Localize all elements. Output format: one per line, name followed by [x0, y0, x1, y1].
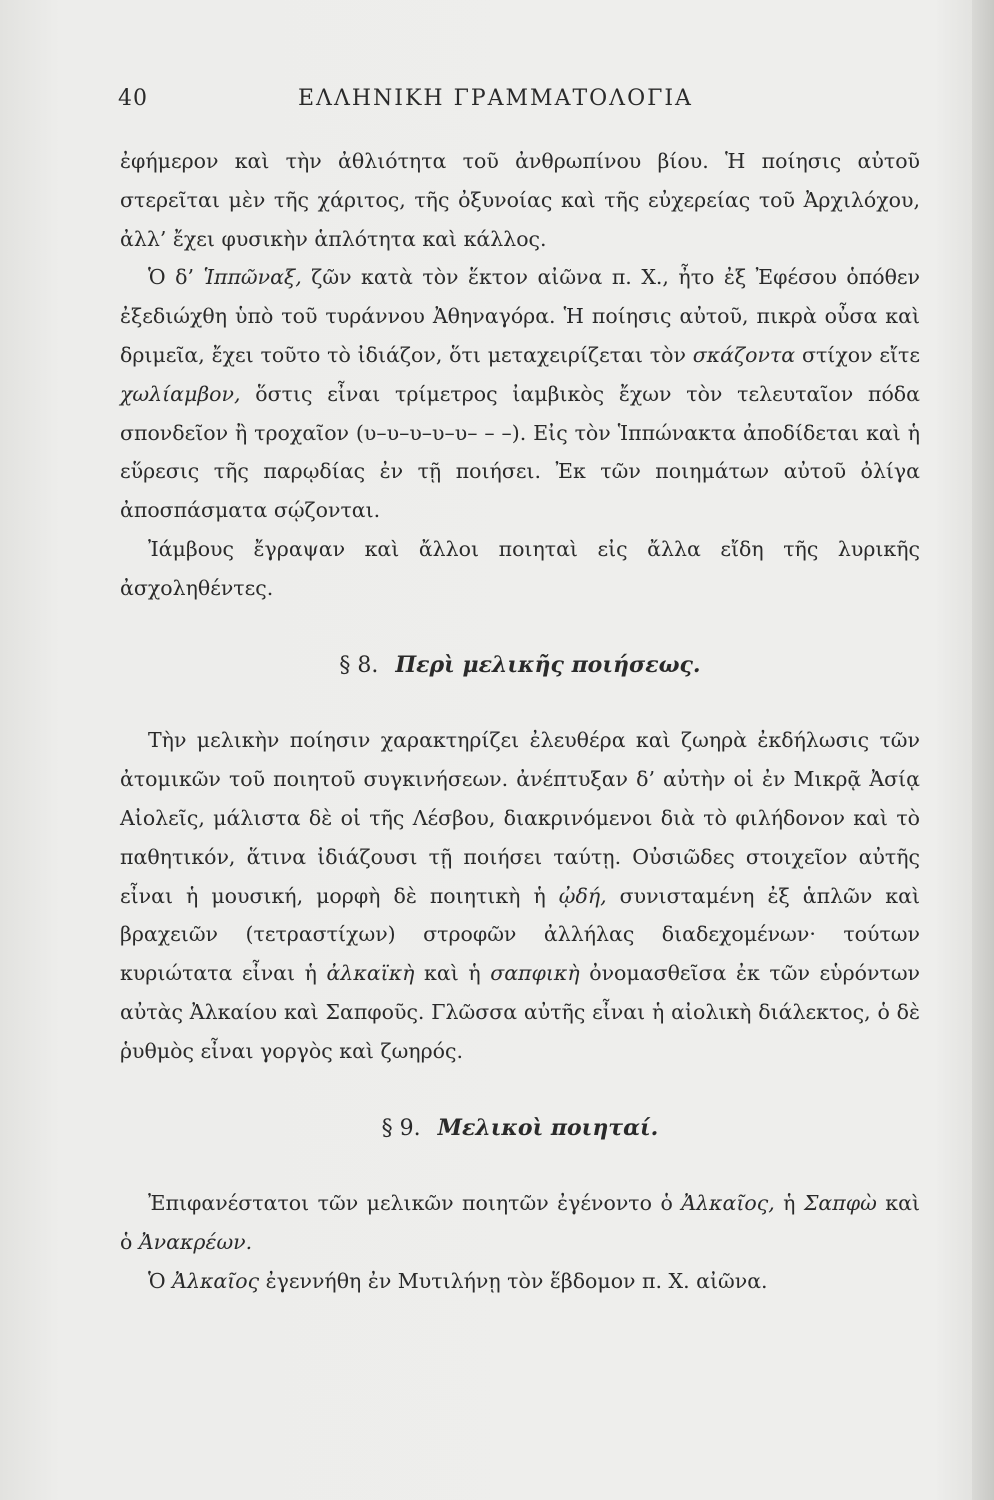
section-title: Μελικοὶ ποιηταί.	[437, 1114, 659, 1141]
italic-name: Ἱππῶναξ,	[203, 265, 302, 290]
section-heading	[120, 1109, 920, 1149]
paragraph: Ἰάμβους ἔγραψαν καὶ ἄλλοι ποιηταὶ εἰς ἄλλα εἴδη τῆς λυρικῆς ἀσχοληθέντες.	[120, 536, 920, 600]
page-edge	[972, 0, 994, 1500]
page-number: 40	[118, 86, 148, 111]
page-body	[120, 142, 920, 1301]
paragraph: Ἐπιφανέστατοι τῶν μελικῶν ποιητῶν ἐγένοντο ὁ Ἀλκαῖος, ἡ Σαπφὼ καὶ ὁ Ἀνακρέων.	[120, 1191, 920, 1255]
section-heading	[120, 646, 920, 686]
paragraph: Τὴν μελικὴν ποίησιν χαρακτηρίζει ἐλευθέρα καὶ ζωηρὰ ἐκδήλωσις τῶν ἀτομικῶν τοῦ ποιητοῦ συγκινήσεων. ἀνέπτυξαν δ’ αὐτὴν οἱ ἐν Μικρᾷ Ἀσίᾳ Αἰολεῖς, μάλιστα δὲ οἱ τῆς Λέσβου, διακρινόμενοι διὰ τὸ φιλήδονον καὶ τὸ παθητικόν, ἅτινα ἰδιάζουσι τῇ ποιήσει ταύτῃ. Οὐσιῶδες στοιχεῖον αὐτῆς εἶναι ἡ μουσική, μορφὴ δὲ ποιητικὴ ἡ ᾠδή, συνισταμένη ἐξ ἁπλῶν καὶ βραχειῶν (τετραστίχων) στροφῶν ἀλλήλας διαδεχομένων· τούτων κυριώτατα εἶναι ἡ ἀλκαϊκὴ καὶ ἡ σαπφικὴ ὀνομασθεῖσα ἐκ τῶν εὑρόντων αὐτὰς Ἀλκαίου καὶ Σαπφοῦς. Γλῶσσα αὐτῆς εἶναι ἡ αἰολικὴ διάλεκτος, ὁ δὲ ῥυθμὸς εἶναι γοργὸς καὶ ζωηρός.	[120, 728, 920, 1063]
paragraph: ἐφήμερον καὶ τὴν ἀθλιότητα τοῦ ἀνθρωπίνου βίου. Ἡ ποίησις αὐτοῦ στερεῖται μὲν τῆς χάριτος, τῆς ὀξυνοίας καὶ τῆς εὐχερείας τοῦ Ἀρχιλόχου, ἀλλ’ ἔχει φυσικὴν ἁπλότητα καὶ κάλλος.	[120, 149, 920, 251]
running-title: ΕΛΛΗΝΙΚΗ ΓΡΑΜΜΑΤΟΛΟΓΙΑ	[298, 86, 693, 111]
section-mark: § 9.	[381, 1115, 421, 1141]
paragraph: Ὁ Ἀλκαῖος ἐγεννήθη ἐν Μυτιλήνῃ τὸν ἕβδομον π. Χ. αἰῶνα.	[148, 1268, 768, 1293]
section-mark: § 8.	[339, 652, 379, 678]
section-title: Περὶ μελικῆς ποιήσεως.	[395, 651, 701, 678]
paragraph: Ὁ δ’ Ἱππῶναξ, ζῶν κατὰ τὸν ἕκτον αἰῶνα π. Χ., ἦτο ἐξ Ἐφέσου ὁπόθεν ἐξεδιώχθη ὑπὸ τοῦ τυράννου Ἀθηναγόρα. Ἡ ποίησις αὐτοῦ, πικρὰ οὖσα καὶ δριμεῖα, ἔχει τοῦτο τὸ ἰδιάζον, ὅτι μεταχειρίζεται τὸν σκάζοντα στίχον εἴτε χωλίαμβον, ὅστις εἶναι τρίμετρος ἰαμβικὸς ἔχων τὸν τελευταῖον πόδα σπονδεῖον ἢ τροχαῖον (υ–υ–υ–υ–υ– – –). Εἰς τὸν Ἱππώνακτα ἀποδίδεται καὶ ἡ εὕρεσις τῆς παρῳδίας ἐν τῇ ποιήσει. Ἐκ τῶν ποιημάτων αὐτοῦ ὀλίγα ἀποσπάσματα σῴζονται.	[120, 265, 921, 523]
